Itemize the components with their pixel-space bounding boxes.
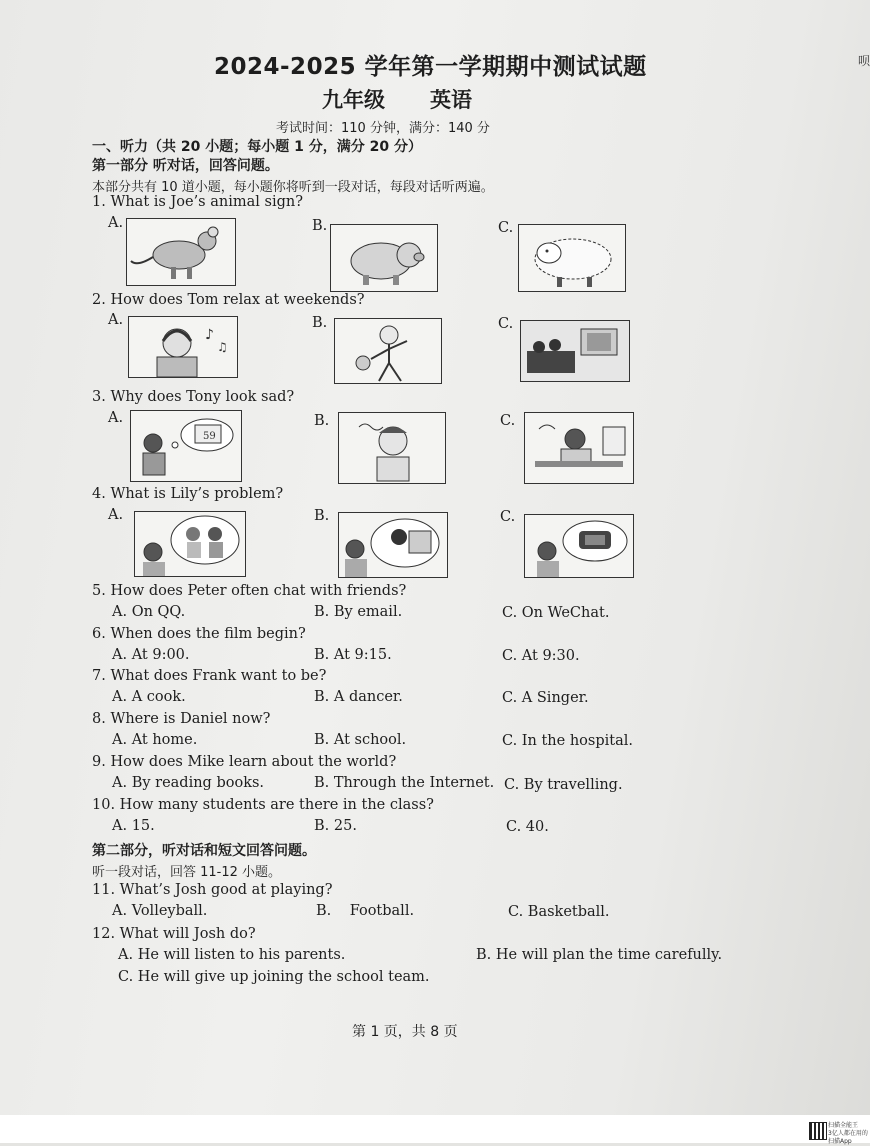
subject-label: 英语 <box>430 88 472 112</box>
option-a: A. On QQ. <box>112 604 186 620</box>
option-letter: A. <box>108 215 124 231</box>
question-1: 1. What is Joe’s animal sign? <box>92 194 303 210</box>
option-c: C. In the hospital. <box>502 733 633 749</box>
friends-chatting-icon <box>338 512 448 578</box>
option-letter: B. <box>312 315 328 331</box>
option-c: C. He will give up joining the school team. <box>118 969 430 985</box>
option-a: A. By reading books. <box>112 775 265 791</box>
scanner-watermark <box>828 1122 870 1146</box>
option-letter: A. <box>108 507 124 523</box>
option-b: B. He will plan the time carefully. <box>476 947 723 963</box>
exam-info: 考试时间：110 分钟，满分：140 分 <box>276 121 490 136</box>
exam-title: 2024-2025 学年第一学期期中测试试题 <box>214 54 647 80</box>
option-a: A. He will listen to his parents. <box>118 947 346 963</box>
option-letter: C. <box>498 220 514 236</box>
parents-talking-icon <box>134 511 246 577</box>
option-letter: B. <box>314 508 330 524</box>
option-b: B. A dancer. <box>314 689 403 705</box>
watermark-brand: 扫描全能王 <box>828 1122 859 1129</box>
option-a: A. At 9:00. <box>112 647 190 663</box>
svg-text:♫: ♫ <box>217 340 228 354</box>
question-2: 2. How does Tom relax at weekends? <box>92 292 365 308</box>
part1-intro: 本部分共有 10 道小题，每小题你将听到一段对话，每段对话听两遍。 <box>92 180 494 195</box>
question-10: 10. How many students are there in the class? <box>92 797 434 813</box>
option-letter: C. <box>500 413 516 429</box>
option-c: C. By travelling. <box>504 777 623 793</box>
option-b: B. At 9:15. <box>314 647 392 663</box>
question-8: 8. Where is Daniel now? <box>92 711 271 727</box>
option-letter: B. <box>314 413 330 429</box>
playing-games-icon <box>524 514 634 578</box>
question-11: 11. What’s Josh good at playing? <box>92 882 333 898</box>
sheep-icon <box>518 224 626 292</box>
part2-heading: 第二部分，听对话和短文回答问题。 <box>92 843 316 859</box>
option-c: C. A Singer. <box>502 690 589 706</box>
option-b: B. At school. <box>314 732 407 748</box>
option-b: B. By email. <box>314 604 403 620</box>
option-a: A. At home. <box>112 732 198 748</box>
option-c: C. At 9:30. <box>502 648 580 664</box>
option-b: B. 25. <box>314 818 357 834</box>
option-a: A. 15. <box>112 818 155 834</box>
question-4: 4. What is Lily’s problem? <box>92 486 284 502</box>
option-c: C. 40. <box>506 819 549 835</box>
option-c: C. Basketball. <box>508 904 610 920</box>
headache-icon <box>338 412 446 484</box>
scanner-footer-strip <box>0 1115 870 1143</box>
watermark-tagline: 3亿人都在用的扫描App <box>828 1130 868 1145</box>
question-5: 5. How does Peter often chat with friends? <box>92 583 407 599</box>
option-letter: A. <box>108 410 124 426</box>
messy-homework-icon <box>524 412 634 484</box>
grade-label: 九年级 <box>322 88 385 112</box>
option-a: A. Volleyball. <box>112 903 208 919</box>
part2-intro: 听一段对话，回答 11-12 小题。 <box>92 865 282 880</box>
option-letter: B. <box>312 218 328 234</box>
music-listening-icon <box>128 316 238 378</box>
svg-text:♪: ♪ <box>205 327 214 343</box>
option-letter: C. <box>500 509 516 525</box>
option-b: B. Football. <box>316 903 415 919</box>
watching-tv-icon <box>520 320 630 382</box>
page-number: 第 1 页，共 8 页 <box>352 1024 458 1040</box>
section-heading: 一、听力（共 20 小题；每小题 1 分，满分 20 分） <box>92 139 422 155</box>
qr-code-icon <box>809 1122 827 1140</box>
question-3: 3. Why does Tony look sad? <box>92 389 295 405</box>
svg-text:59: 59 <box>203 431 216 442</box>
basketball-icon <box>334 318 442 384</box>
question-7: 7. What does Frank want to be? <box>92 668 327 684</box>
pig-icon <box>330 224 438 292</box>
rat-icon <box>126 218 236 286</box>
option-c: C. On WeChat. <box>502 605 610 621</box>
option-b: B. Through the Internet. <box>314 775 495 791</box>
exam-score-icon <box>130 410 242 482</box>
question-12: 12. What will Josh do? <box>92 926 256 942</box>
edge-text: 呗 <box>858 54 870 68</box>
part1-heading: 第一部分 听对话，回答问题。 <box>92 158 279 174</box>
option-a: A. A cook. <box>112 689 186 705</box>
option-letter: C. <box>498 316 514 332</box>
question-6: 6. When does the film begin? <box>92 626 306 642</box>
option-letter: A. <box>108 312 124 328</box>
question-9: 9. How does Mike learn about the world? <box>92 754 397 770</box>
